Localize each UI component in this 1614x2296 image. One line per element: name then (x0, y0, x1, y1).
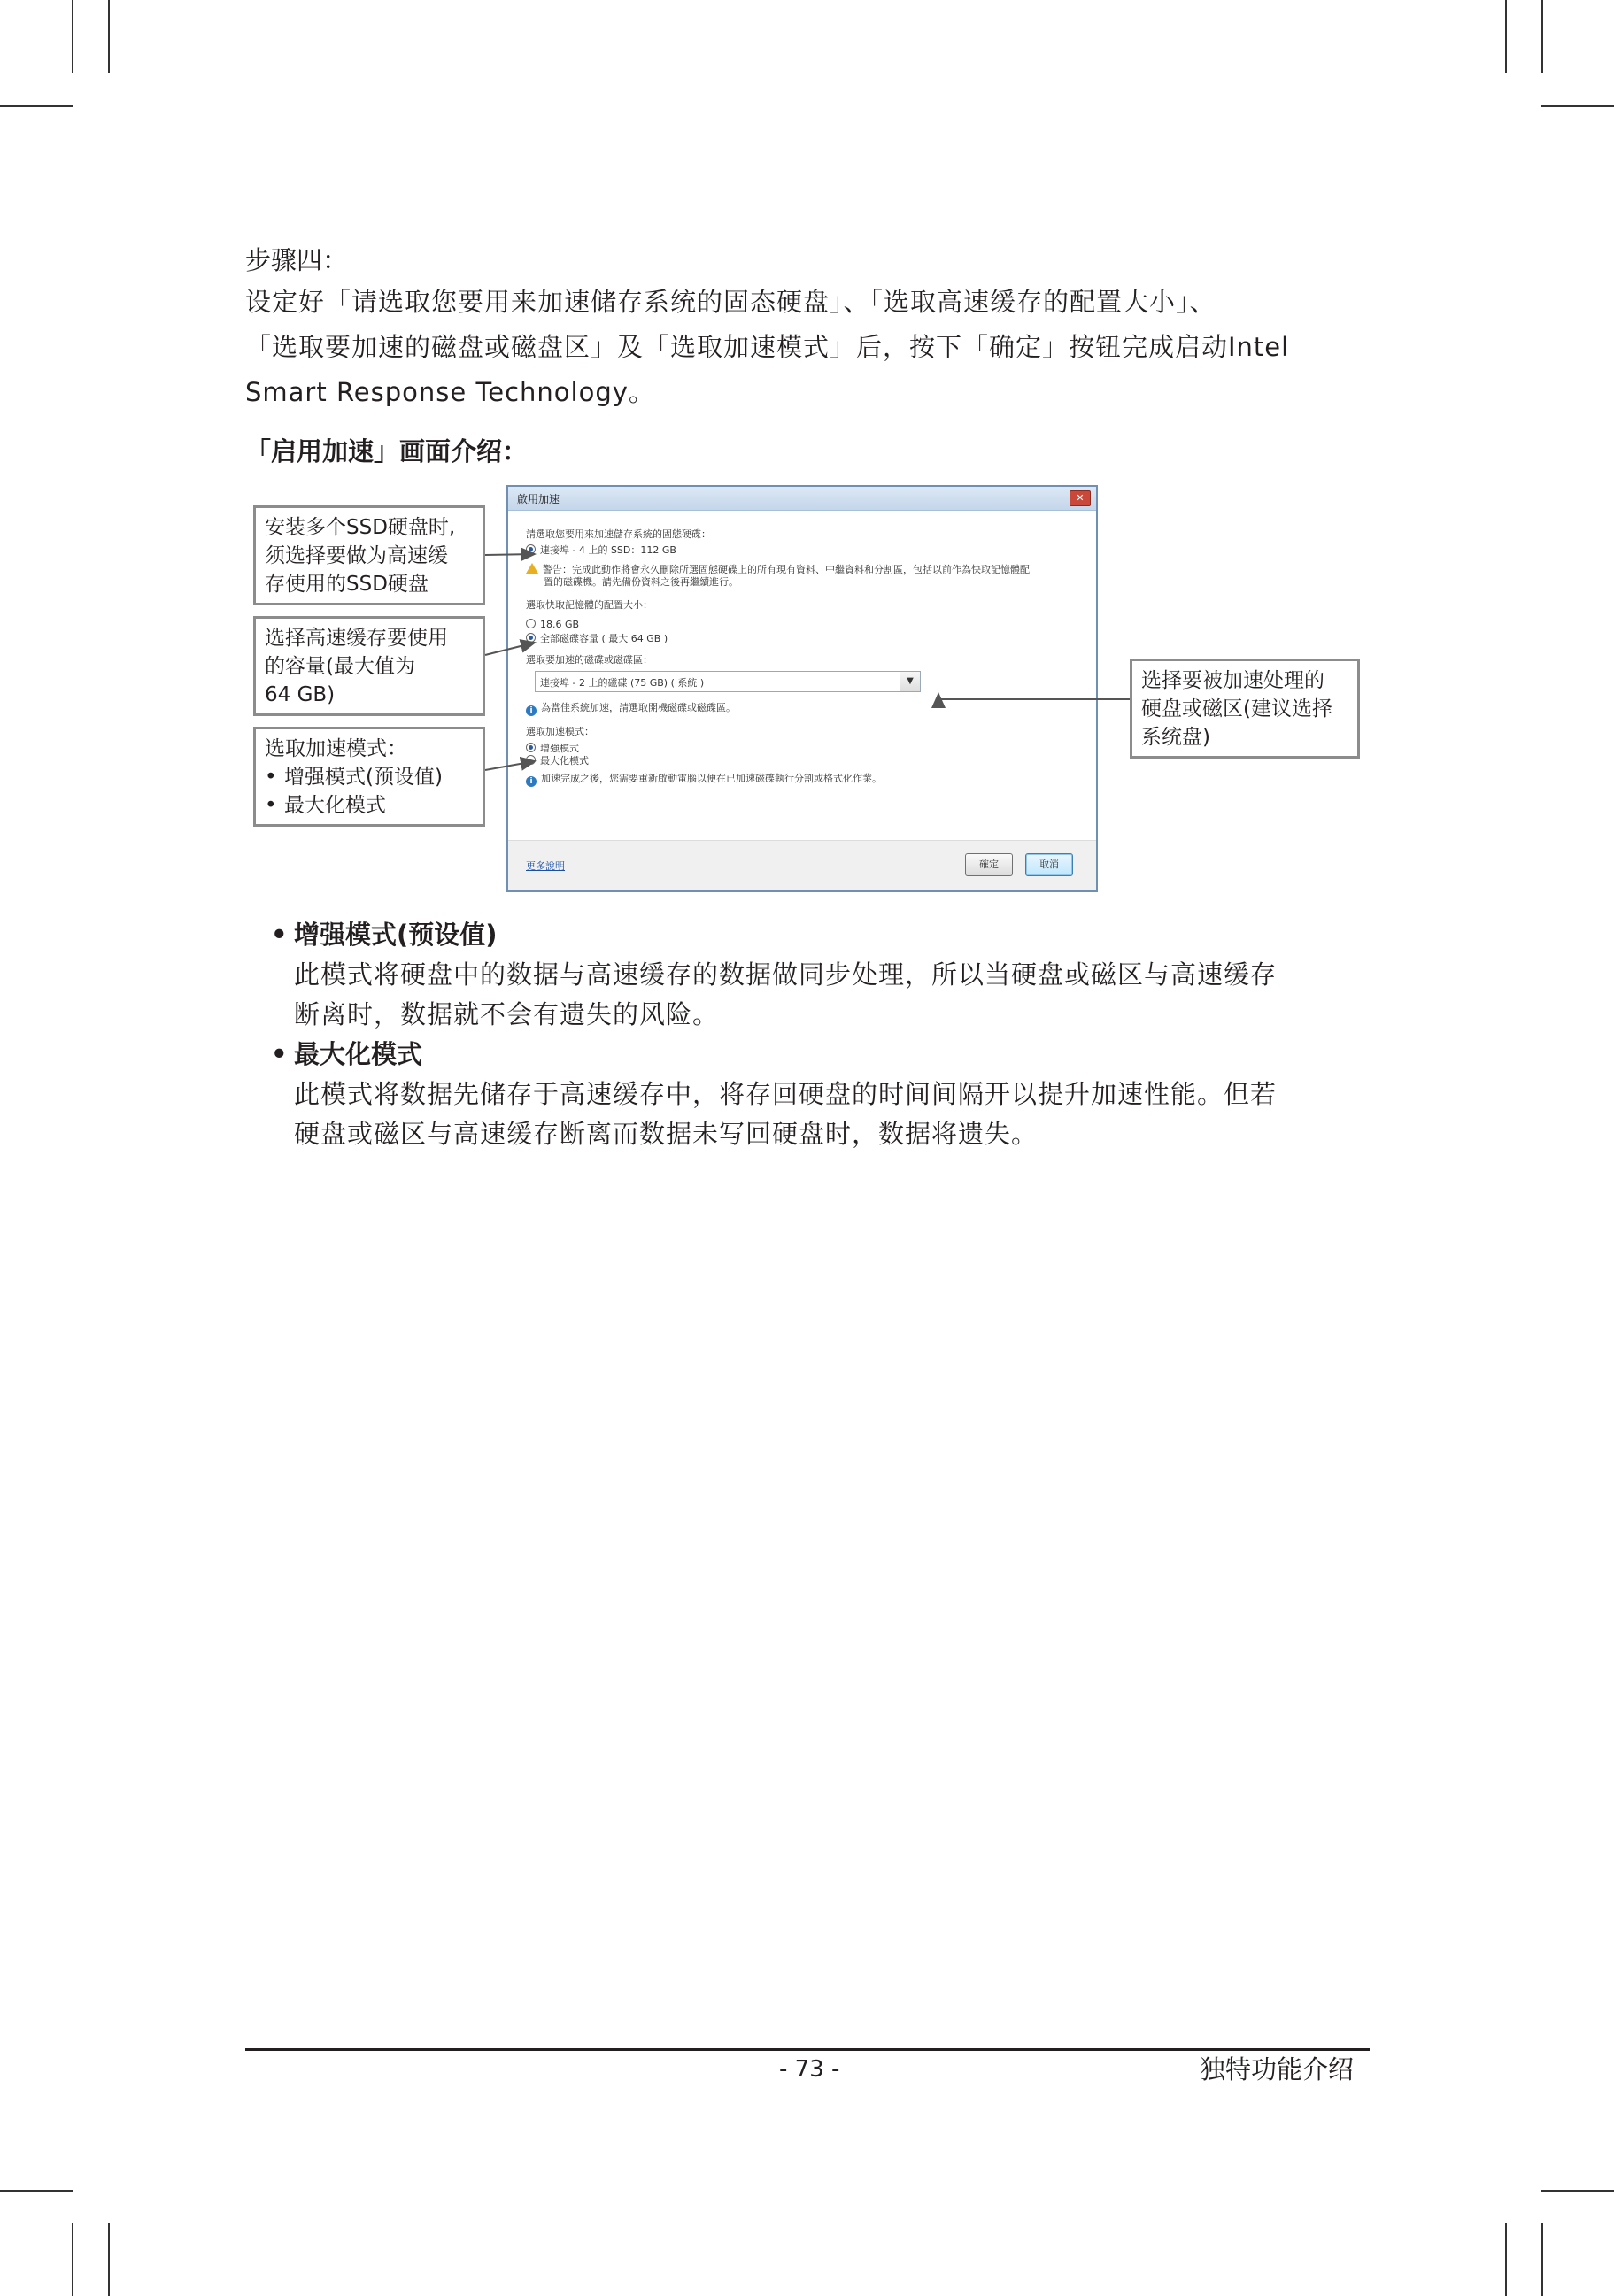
mode-info-text: 加速完成之後，您需要重新啟動電腦以便在已加速磁碟執行分割或格式化作業。 (541, 773, 882, 784)
callout-line: 选择高速缓存要使用 (265, 627, 448, 650)
warning-text: 警告：完成此動作將會永久刪除所選固態硬碟上的所有現有資料、中繼資料和分割區，包括以前作為快取記憶體配 (543, 564, 1030, 575)
mode-descriptions (271, 915, 1373, 1154)
callout-line: 的容量(最大值为 (265, 655, 415, 678)
chevron-down-icon[interactable]: ▼ (900, 672, 920, 691)
step-line: Smart Response Technology。 (245, 377, 655, 407)
info-icon: i (526, 705, 537, 716)
step-line: 设定好「请选取您要用来加速储存系统的固态硬盘」、「选取高速缓存的配置大小」、 (245, 287, 1216, 317)
mode-desc-line: 此模式将数据先储存于高速缓存中，将存回硬盘的时间间隔开以提升加速性能。但若 (294, 1079, 1278, 1109)
disk-prompt: 選取要加速的磁碟或磁碟區： (526, 654, 653, 666)
close-icon[interactable]: ✕ (1070, 490, 1091, 506)
size-option-label: 18.6 GB (540, 619, 580, 630)
arrow-ssd (485, 554, 535, 555)
dialog-title: 啟用加速 (517, 493, 560, 505)
info-icon: i (526, 776, 537, 787)
arrow-mode (485, 761, 535, 770)
callout-line: 存使用的SSD硬盘 (265, 573, 429, 596)
size-prompt: 選取快取記憶體的配置大小： (526, 599, 653, 611)
callout-mode-title: 选取加速模式： (265, 737, 407, 760)
mode-item (271, 915, 1373, 1035)
mode-item (271, 1035, 1373, 1154)
mode-desc-line: 此模式将硬盘中的数据与高速缓存的数据做同步处理，所以当硬盘或磁区与高速缓存 (294, 959, 1278, 990)
callout-line: 选择要被加速处理的 (1141, 669, 1324, 692)
callout-line: 安装多个SSD硬盘时, (265, 516, 456, 539)
mode-name: • 增强模式(预设值) (271, 915, 1373, 955)
section-heading: 「启用加速」画面介绍： (245, 436, 529, 466)
callout-line: 硬盘或磁区(建议选择 (1141, 697, 1332, 720)
ok-button[interactable]: 確定 (965, 853, 1013, 876)
mode-option-label: 增強模式 (540, 743, 579, 754)
callout-mode-item: • 增强模式(预设值) (265, 763, 474, 791)
page-number: - 73 - (779, 2056, 840, 2083)
step-title: 步骤四： (245, 245, 349, 275)
callout-mode-item: • 最大化模式 (265, 791, 474, 820)
ssd-option-label: 連接埠 - 4 上的 SSD：112 GB (540, 544, 676, 556)
footer-rule (245, 2048, 1370, 2051)
callout-line: 64 GB) (265, 683, 336, 706)
callout-line: 系统盘) (1141, 726, 1210, 749)
disk-select-value: 連接埠 - 2 上的磁碟 (75 GB) ( 系統 ) (540, 677, 705, 689)
mode-option-label: 最大化模式 (540, 755, 589, 767)
warning-line-2: 置的磁碟機。請先備份資料之後再繼續進行。 (544, 576, 738, 588)
arrow-disk (938, 694, 1130, 699)
more-info-link[interactable]: 更多說明 (526, 860, 565, 872)
ssd-prompt: 請選取您要用來加速儲存系統的固態硬碟： (526, 528, 711, 540)
mode-name: • 最大化模式 (271, 1035, 1373, 1075)
step-line: 「选取要加速的磁盘或磁盘区」及「选取加速模式」后，按下「确定」按钮完成启动Intel (245, 332, 1290, 362)
callout-line: 须选择要做为高速缓 (265, 544, 448, 567)
size-option-label: 全部磁碟容量 ( 最大 64 GB ) (540, 633, 668, 644)
cancel-button[interactable]: 取消 (1025, 853, 1073, 876)
mode-prompt: 選取加速模式： (526, 726, 594, 737)
chapter-title: 独特功能介绍 (1200, 2054, 1355, 2084)
mode-desc-line: 硬盘或磁区与高速缓存断离而数据未写回硬盘时，数据将遗失。 (294, 1119, 1039, 1149)
arrow-capacity (485, 643, 535, 655)
disk-info-text: 為當佳系統加速，請選取開機磁碟或磁碟區。 (541, 702, 736, 713)
mode-desc-line: 断离时，数据就不会有遗失的风险。 (294, 999, 720, 1029)
